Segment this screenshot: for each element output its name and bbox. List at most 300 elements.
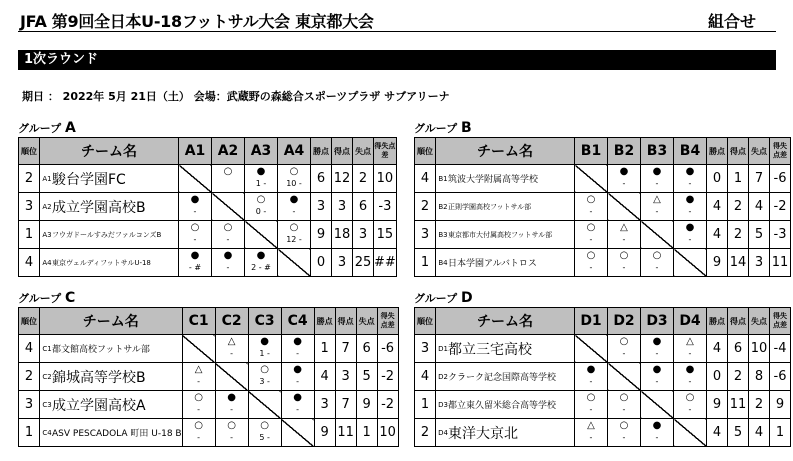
result-mark-icon: ● — [685, 194, 695, 205]
match-cell — [608, 419, 641, 447]
self-match-cell — [281, 419, 314, 447]
match-cell — [608, 221, 641, 249]
wins-cell: 3 — [311, 193, 332, 221]
wins-cell: 9 — [707, 249, 728, 277]
result-mark-icon: △ — [227, 336, 236, 347]
self-match-cell — [674, 419, 707, 447]
goals-for-cell: 6 — [728, 335, 749, 363]
self-match-cell — [608, 363, 641, 391]
result-mark-icon: △ — [686, 336, 694, 347]
goal-diff-header: 得失点差 — [374, 138, 397, 165]
self-match-cell — [179, 165, 212, 193]
match-score: 0 - — [255, 207, 267, 216]
wins-cell: 4 — [707, 335, 728, 363]
table-row — [415, 221, 791, 249]
opponent-header-c3: C3 — [248, 308, 281, 335]
result-mark-icon: ● — [260, 336, 269, 347]
rank-cell: 4 — [19, 249, 40, 277]
match-wrap — [183, 391, 215, 418]
match-wrap — [641, 335, 673, 362]
team-header: チーム名 — [436, 308, 575, 335]
table-row — [19, 249, 397, 277]
group-table-a — [18, 137, 397, 277]
team-name-wrap — [436, 363, 574, 390]
team-code: B1 — [438, 174, 448, 183]
wins-header: 勝点 — [311, 138, 332, 165]
team-name-wrap — [40, 363, 182, 390]
self-match-cell — [215, 363, 248, 391]
match-wrap — [183, 419, 215, 446]
goals-against-cell: 4 — [749, 419, 770, 447]
goals-for-cell: 11 — [335, 419, 356, 447]
match-score: 5 - — [259, 433, 270, 442]
team-code: C1 — [42, 344, 52, 353]
team-code: A1 — [42, 174, 52, 183]
goals-for-cell: 1 — [728, 165, 749, 193]
opponent-header-c1: C1 — [182, 308, 215, 335]
team-cell — [40, 165, 179, 193]
team-name: ASV PESCADOLA 町田 U-18 B — [52, 429, 182, 439]
rank-header: 順位 — [19, 138, 40, 165]
match-score: - — [589, 263, 593, 272]
goals-for-header: 得点 — [728, 308, 749, 335]
result-mark-icon: ● — [685, 166, 695, 177]
team-code: C2 — [42, 372, 52, 381]
match-wrap — [249, 335, 281, 362]
header-row — [19, 138, 397, 165]
result-mark-icon: ○ — [194, 420, 203, 431]
match-score: - — [622, 349, 626, 358]
team-name-wrap — [436, 419, 574, 446]
group-letter: D — [460, 290, 473, 306]
result-mark-icon: ● — [685, 364, 695, 375]
result-mark-icon: ○ — [619, 250, 629, 261]
match-cell — [212, 249, 245, 277]
goals-for-cell: 5 — [728, 419, 749, 447]
opponent-header-d1: D1 — [575, 308, 608, 335]
team-name: 東京都市大付属高校フットサル部 — [448, 230, 553, 239]
match-score: 10 - — [286, 179, 302, 188]
match-cell — [608, 391, 641, 419]
table-row — [19, 363, 399, 391]
self-match-cell — [641, 221, 674, 249]
match-wrap — [641, 193, 673, 220]
match-wrap — [575, 363, 607, 390]
team-code: D3 — [438, 400, 448, 409]
match-score: - — [688, 179, 692, 188]
match-wrap — [245, 249, 277, 276]
result-mark-icon: ○ — [586, 250, 596, 261]
match-score: - — [622, 405, 626, 414]
team-code: C4 — [42, 428, 52, 437]
opponent-header-c2: C2 — [215, 308, 248, 335]
team-cell — [436, 363, 575, 391]
match-cell — [278, 221, 311, 249]
match-score: - — [589, 377, 593, 386]
goals-against-header: 失点 — [749, 138, 770, 165]
match-cell — [641, 335, 674, 363]
rank-cell: 4 — [19, 335, 40, 363]
result-mark-icon: ● — [223, 250, 233, 261]
result-mark-icon: ● — [256, 250, 266, 261]
match-wrap — [575, 391, 607, 418]
match-wrap — [674, 335, 706, 362]
goals-for-cell: 12 — [332, 165, 353, 193]
table-row — [19, 419, 399, 447]
goal-diff-cell: 9 — [770, 391, 791, 419]
self-match-cell — [674, 249, 707, 277]
match-wrap — [641, 249, 673, 276]
match-cell — [641, 419, 674, 447]
match-wrap — [278, 193, 310, 220]
match-score: - — [193, 207, 197, 216]
match-score: - — [655, 377, 659, 386]
table-row — [415, 165, 791, 193]
match-wrap — [216, 335, 248, 362]
match-cell — [179, 221, 212, 249]
match-score: - — [622, 433, 626, 442]
match-cell — [575, 249, 608, 277]
match-score: - — [655, 179, 659, 188]
goal-diff-cell: ## — [374, 249, 397, 277]
match-cell — [215, 335, 248, 363]
team-header: チーム名 — [40, 308, 183, 335]
match-wrap — [216, 391, 248, 418]
opponent-header-a1: A1 — [179, 138, 212, 165]
wins-header: 勝点 — [314, 308, 335, 335]
goals-for-cell: 3 — [332, 193, 353, 221]
opponent-header-d3: D3 — [641, 308, 674, 335]
match-cell — [608, 165, 641, 193]
group-table-b — [414, 137, 791, 277]
team-name: 錦城高等学校B — [52, 369, 146, 386]
goals-for-header: 得点 — [335, 308, 356, 335]
goal-diff-cell: -2 — [770, 193, 791, 221]
goals-for-cell: 2 — [728, 193, 749, 221]
wins-cell: 3 — [314, 391, 335, 419]
team-name: フウガドールすみだファルコンズB — [52, 230, 162, 239]
group-table-d — [414, 307, 791, 447]
match-score: - — [292, 207, 296, 216]
match-cell — [674, 221, 707, 249]
result-mark-icon: ● — [652, 166, 662, 177]
goals-against-cell: 9 — [356, 391, 377, 419]
result-mark-icon: ○ — [619, 420, 629, 431]
team-code: B2 — [438, 202, 448, 211]
match-wrap — [608, 391, 640, 418]
group-letter: C — [64, 290, 76, 306]
goals-against-cell: 5 — [356, 363, 377, 391]
match-wrap — [575, 221, 607, 248]
goal-diff-cell: 11 — [770, 249, 791, 277]
team-cell — [436, 249, 575, 277]
team-name-wrap — [436, 221, 574, 248]
match-wrap — [179, 249, 211, 276]
goal-diff-header: 得失点差 — [770, 308, 791, 335]
match-score: 3 - — [259, 377, 270, 386]
wins-cell: 0 — [707, 165, 728, 193]
team-cell — [40, 335, 183, 363]
team-cell — [40, 249, 179, 277]
goals-against-cell: 10 — [749, 335, 770, 363]
result-mark-icon: ● — [289, 194, 299, 205]
result-mark-icon: ○ — [223, 166, 233, 177]
goal-diff-cell: -2 — [377, 363, 398, 391]
team-name-wrap — [40, 165, 178, 192]
match-cell — [182, 363, 215, 391]
table-row — [19, 193, 397, 221]
opponent-header-b1: B1 — [575, 138, 608, 165]
wins-cell: 9 — [311, 221, 332, 249]
header-row — [415, 308, 791, 335]
result-mark-icon: ○ — [619, 336, 629, 347]
wins-header: 勝点 — [707, 308, 728, 335]
match-score: - — [197, 433, 201, 442]
match-wrap — [249, 363, 281, 390]
self-match-cell — [641, 391, 674, 419]
match-score: - — [589, 207, 593, 216]
rank-cell: 3 — [415, 221, 436, 249]
match-wrap — [245, 165, 277, 192]
team-cell — [40, 193, 179, 221]
match-cell — [248, 363, 281, 391]
match-wrap — [641, 363, 673, 390]
result-mark-icon: △ — [194, 364, 203, 375]
rank-header: 順位 — [415, 308, 436, 335]
team-cell — [436, 193, 575, 221]
header-row — [19, 308, 399, 335]
goal-diff-cell: 1 — [770, 419, 791, 447]
group-label-prefix: グループ — [18, 122, 62, 135]
match-score: - — [655, 263, 659, 272]
match-wrap — [674, 165, 706, 192]
result-mark-icon: ● — [652, 336, 662, 347]
team-name: 都文館高校フットサル部 — [52, 345, 150, 355]
match-score: 12 - — [286, 235, 302, 244]
match-cell — [248, 335, 281, 363]
group-label-a — [18, 120, 76, 136]
goals-for-cell: 14 — [728, 249, 749, 277]
result-mark-icon: ○ — [227, 420, 236, 431]
match-score: - — [197, 377, 201, 386]
match-cell — [179, 249, 212, 277]
team-name-wrap — [40, 335, 182, 362]
match-wrap — [212, 249, 244, 276]
match-wrap — [674, 221, 706, 248]
match-score: - — [688, 349, 692, 358]
goal-diff-cell: -4 — [770, 335, 791, 363]
goal-diff-header: 得失点差 — [770, 138, 791, 165]
self-match-cell — [182, 335, 215, 363]
match-wrap — [674, 193, 706, 220]
rank-cell: 3 — [415, 335, 436, 363]
goal-diff-cell: -6 — [770, 363, 791, 391]
match-cell — [674, 165, 707, 193]
match-wrap — [641, 165, 673, 192]
match-cell — [179, 193, 212, 221]
goal-diff-cell: -3 — [374, 193, 397, 221]
match-cell — [215, 419, 248, 447]
match-cell — [245, 193, 278, 221]
team-name-wrap — [40, 391, 182, 418]
page-type-label: 組合せ — [707, 12, 756, 31]
team-name-wrap — [40, 221, 178, 248]
rank-cell: 1 — [19, 221, 40, 249]
team-cell — [436, 221, 575, 249]
match-wrap — [282, 335, 314, 362]
team-name-wrap — [436, 391, 574, 418]
goal-diff-header: 得失点差 — [377, 308, 398, 335]
match-score: - — [296, 377, 300, 386]
group-label-c — [18, 290, 75, 306]
match-wrap — [674, 363, 706, 390]
result-mark-icon: ○ — [194, 392, 203, 403]
goal-diff-cell: -6 — [770, 165, 791, 193]
rank-cell: 1 — [415, 391, 436, 419]
result-mark-icon: ● — [652, 420, 662, 431]
goals-for-cell: 7 — [335, 391, 356, 419]
goals-against-cell: 4 — [749, 193, 770, 221]
match-wrap — [179, 193, 211, 220]
goals-against-cell: 2 — [749, 391, 770, 419]
rank-cell: 2 — [415, 419, 436, 447]
match-score: - — [589, 433, 593, 442]
result-mark-icon: △ — [620, 222, 628, 233]
rank-cell: 2 — [19, 165, 40, 193]
result-mark-icon: ○ — [256, 194, 266, 205]
match-score: - — [230, 405, 234, 414]
result-mark-icon: ● — [652, 364, 662, 375]
match-wrap — [608, 335, 640, 362]
team-code: B3 — [438, 230, 448, 239]
goals-against-header: 失点 — [353, 138, 374, 165]
team-name-wrap — [436, 335, 574, 362]
table-row — [415, 335, 791, 363]
match-cell — [245, 165, 278, 193]
team-name: 成立学園高校B — [52, 199, 146, 216]
match-cell — [674, 363, 707, 391]
team-cell — [40, 363, 183, 391]
match-score: - — [688, 405, 692, 414]
team-name: 都立東久留米総合高等学校 — [448, 401, 557, 411]
wins-cell: 9 — [707, 391, 728, 419]
match-score: - — [193, 235, 197, 244]
team-name-wrap — [436, 193, 574, 220]
goals-against-header: 失点 — [356, 308, 377, 335]
result-mark-icon: ○ — [652, 250, 662, 261]
team-cell — [436, 165, 575, 193]
match-wrap — [183, 363, 215, 390]
result-mark-icon: ● — [293, 364, 302, 375]
opponent-header-b3: B3 — [641, 138, 674, 165]
match-score: - — [655, 207, 659, 216]
goals-for-cell: 2 — [728, 363, 749, 391]
team-code: C3 — [42, 400, 52, 409]
date-venue-line: 期日 ： 2022年 5月 21日（土） 会場：武蔵野の森総合スポーツプラザ サブアリーナ — [22, 90, 450, 103]
wins-cell: 6 — [311, 165, 332, 193]
team-cell — [40, 221, 179, 249]
opponent-header-b4: B4 — [674, 138, 707, 165]
team-cell — [436, 419, 575, 447]
match-wrap — [179, 221, 211, 248]
team-name: 駿台学園FC — [52, 171, 126, 188]
result-mark-icon: ○ — [260, 420, 269, 431]
match-cell — [281, 363, 314, 391]
match-wrap — [282, 391, 314, 418]
match-score: - — [197, 405, 201, 414]
wins-cell: 0 — [707, 363, 728, 391]
match-score: - — [655, 349, 659, 358]
match-score: - # — [188, 263, 202, 272]
team-cell — [436, 335, 575, 363]
team-code: A4 — [42, 258, 52, 267]
group-label-prefix: グループ — [414, 122, 458, 135]
result-mark-icon: ○ — [289, 222, 299, 233]
team-header: チーム名 — [436, 138, 575, 165]
match-wrap — [608, 165, 640, 192]
team-name: クラーク記念国際高等学校 — [448, 373, 557, 383]
match-score: - — [296, 405, 300, 414]
rank-cell: 3 — [19, 391, 40, 419]
match-cell — [245, 249, 278, 277]
goals-against-cell: 3 — [749, 249, 770, 277]
result-mark-icon: ● — [190, 250, 200, 261]
team-cell — [40, 419, 183, 447]
table-row — [415, 249, 791, 277]
goals-against-cell: 3 — [353, 221, 374, 249]
team-code: D2 — [438, 372, 448, 381]
table-row — [19, 391, 399, 419]
match-cell — [575, 193, 608, 221]
group-label-prefix: グループ — [18, 292, 62, 305]
self-match-cell — [575, 335, 608, 363]
match-cell — [248, 419, 281, 447]
opponent-header-a4: A4 — [278, 138, 311, 165]
wins-cell: 4 — [314, 363, 335, 391]
group-label-prefix: グループ — [414, 292, 458, 305]
result-mark-icon: ○ — [190, 222, 200, 233]
goals-against-cell: 6 — [353, 193, 374, 221]
rank-cell: 1 — [19, 419, 40, 447]
wins-cell: 1 — [314, 335, 335, 363]
team-code: D1 — [438, 344, 448, 353]
result-mark-icon: ○ — [586, 222, 596, 233]
opponent-header-a3: A3 — [245, 138, 278, 165]
match-score: - — [688, 377, 692, 386]
header-row — [415, 138, 791, 165]
group-label-b — [414, 120, 472, 136]
result-mark-icon: ● — [190, 194, 200, 205]
result-mark-icon: ● — [586, 364, 596, 375]
team-name: 筑波大学附属高等学校 — [448, 175, 539, 185]
rank-cell: 4 — [415, 165, 436, 193]
goals-for-cell: 7 — [335, 335, 356, 363]
goal-diff-cell: -6 — [377, 335, 398, 363]
match-wrap — [641, 419, 673, 446]
match-score: - — [622, 179, 626, 188]
match-cell — [182, 391, 215, 419]
result-mark-icon: ○ — [289, 166, 299, 177]
team-name-wrap — [436, 165, 574, 192]
opponent-header-c4: C4 — [281, 308, 314, 335]
match-wrap — [212, 221, 244, 248]
match-cell — [575, 391, 608, 419]
result-mark-icon: ○ — [685, 392, 695, 403]
result-mark-icon: △ — [587, 420, 595, 431]
result-mark-icon: ○ — [586, 194, 596, 205]
result-mark-icon: ○ — [260, 364, 269, 375]
result-mark-icon: ● — [293, 336, 302, 347]
